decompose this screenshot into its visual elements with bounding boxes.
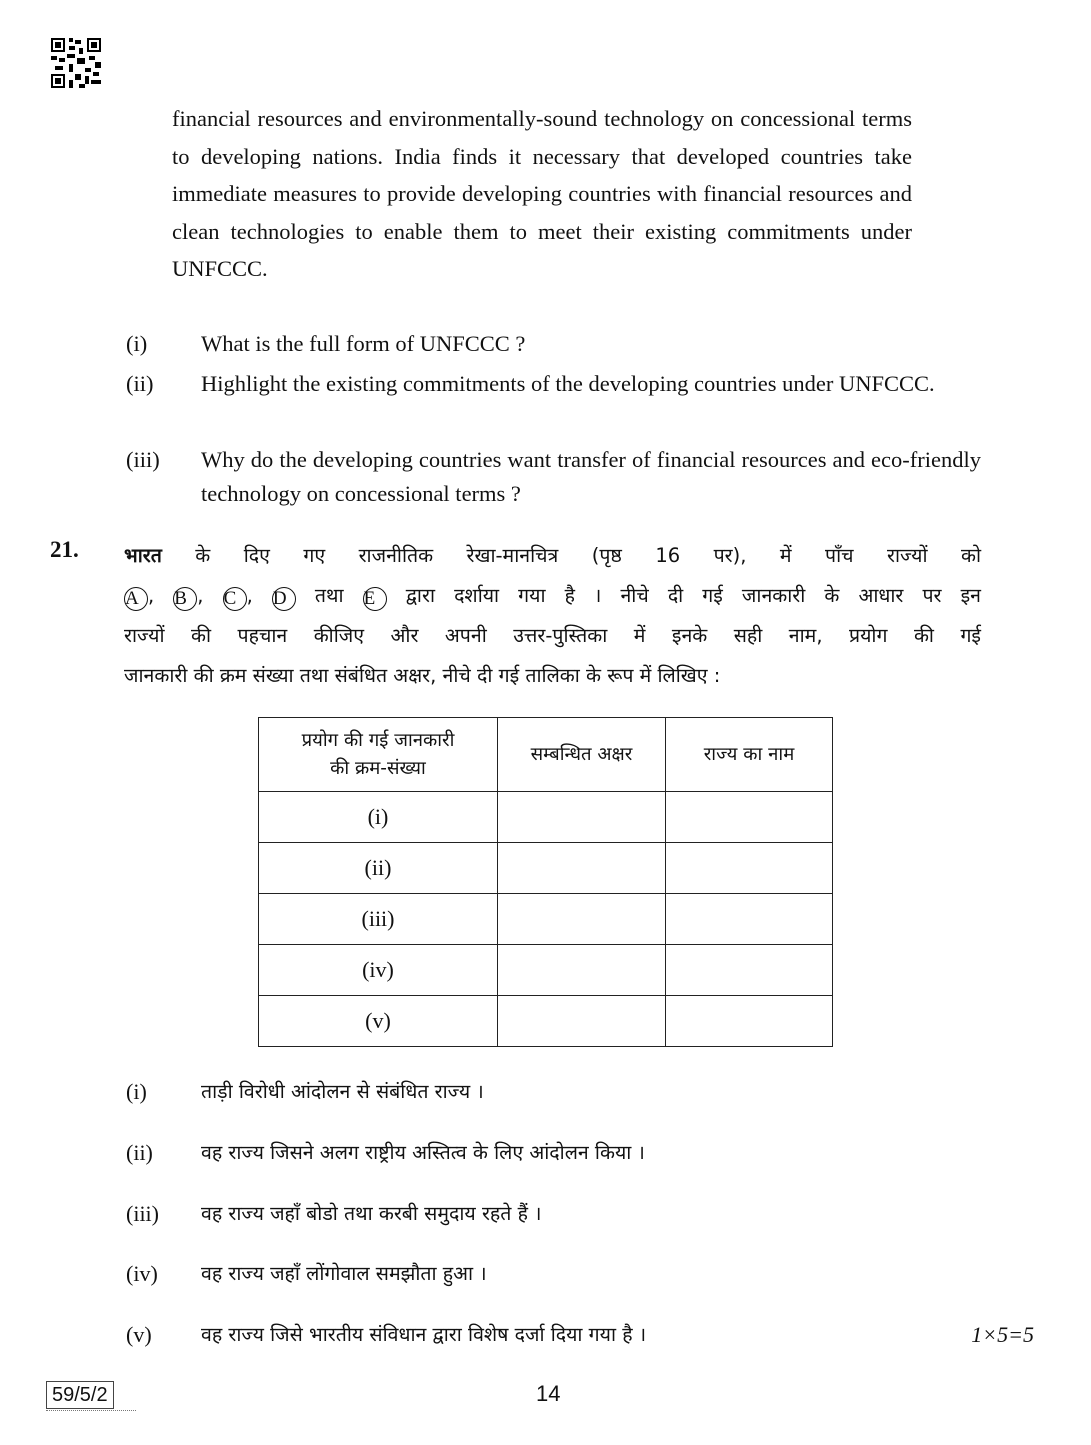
clue-item-4	[126, 1259, 1026, 1286]
question-line-2: A , B , C , D तथा E द्वारा दर्शाया गया है । नीचे दी गई जानकारी के आधार पर इन	[125, 584, 981, 609]
clue-item-3	[126, 1199, 1026, 1226]
table-row	[259, 894, 833, 945]
row-state-cell	[666, 945, 833, 996]
conjunction: तथा	[314, 584, 344, 607]
sub-question-text: Highlight the existing commitments of the developing countries under UNFCCC.	[201, 371, 935, 396]
question-number: 21.	[50, 537, 79, 562]
table-row	[259, 996, 833, 1047]
header-letter: सम्बन्धित अक्षर	[498, 718, 666, 792]
table-row	[259, 945, 833, 996]
clue-text: वह राज्य जहाँ बोडो तथा करबी समुदाय रहते हैं ।	[201, 1202, 542, 1225]
sub-question-3	[126, 443, 981, 511]
row-serial: (ii)	[259, 843, 498, 894]
clue-number: (iii)	[126, 1201, 159, 1226]
clue-text: वह राज्य जिसे भारतीय संविधान द्वारा विशेष दर्जा दिया गया है ।	[201, 1323, 647, 1346]
table-row	[259, 843, 833, 894]
passage-paragraph: financial resources and environmentally-sound technology on concessional terms to developing nations. India finds it necessary that developed countries take immediate measures to provide developing countries with financial resources and clean technologies to enable them to meet their existing commitments under UNFCCC.	[172, 106, 912, 281]
answer-table	[258, 717, 833, 1047]
row-letter-cell	[498, 945, 666, 996]
question-line-2-text: द्वारा दर्शाया गया है । नीचे दी गई जानकारी के आधार पर इन	[405, 584, 981, 607]
header-state-name: राज्य का नाम	[666, 718, 833, 792]
question-line-4: जानकारी की क्रम संख्या तथा संबंधित अक्षर, नीचे दी गई तालिका के रूप में लिखिए :	[124, 664, 721, 687]
sub-question-number: (iii)	[126, 447, 160, 472]
row-serial: (iv)	[259, 945, 498, 996]
row-serial: (iii)	[259, 894, 498, 945]
circled-letter-b: B	[173, 587, 197, 611]
bold-keyword: भारत	[124, 544, 162, 567]
row-serial: (i)	[259, 792, 498, 843]
question-line-3: राज्यों की पहचान कीजिए और अपनी उत्तर-पुस्तिका में इनके सही नाम, प्रयोग की गई	[124, 624, 981, 647]
clue-number: (ii)	[126, 1140, 153, 1165]
sub-question-2	[126, 367, 981, 401]
sub-question-text: What is the full form of UNFCCC ?	[201, 331, 526, 356]
clue-number: (i)	[126, 1079, 147, 1104]
row-state-cell	[666, 843, 833, 894]
paper-code-underline	[46, 1410, 136, 1414]
sub-question-number: (ii)	[126, 371, 154, 396]
question-line-1-text: के दिए गए राजनीतिक रेखा-मानचित्र (पृष्ठ 16 पर), में पाँच राज्यों को	[161, 544, 981, 567]
row-letter-cell	[498, 843, 666, 894]
row-letter-cell	[498, 792, 666, 843]
circled-letter-e: E	[363, 587, 387, 611]
row-serial: (v)	[259, 996, 498, 1047]
clue-number: (v)	[126, 1322, 152, 1347]
table-header-row	[259, 718, 833, 792]
clue-item-5	[126, 1320, 1026, 1347]
clue-text: ताड़ी विरोधी आंदोलन से संबंधित राज्य ।	[201, 1080, 484, 1103]
header-serial-line-2: की क्रम-संख्या	[330, 757, 426, 779]
question-text	[124, 536, 981, 696]
sub-question-1	[126, 327, 981, 361]
clue-item-1	[126, 1077, 1026, 1104]
circled-letter-d: D	[272, 587, 296, 611]
circled-letter-c: C	[223, 587, 247, 611]
clue-number: (iv)	[126, 1261, 158, 1286]
table-row	[259, 792, 833, 843]
paper-code: 59/5/2	[46, 1381, 114, 1409]
clue-text: वह राज्य जिसने अलग राष्ट्रीय अस्तित्व के लिए आंदोलन किया ।	[201, 1141, 645, 1164]
sub-question-number: (i)	[126, 331, 148, 356]
clue-item-2	[126, 1138, 1026, 1165]
row-state-cell	[666, 792, 833, 843]
clue-text: वह राज्य जहाँ लोंगोवाल समझौता हुआ ।	[201, 1262, 487, 1285]
question-line-1	[124, 536, 981, 576]
circled-letter-a: A	[124, 587, 148, 611]
row-state-cell	[666, 894, 833, 945]
header-serial-line-1: प्रयोग की गई जानकारी	[301, 729, 455, 751]
sub-question-text: Why do the developing countries want transfer of financial resources and eco-friendly technology on concessional terms ?	[201, 447, 981, 506]
row-letter-cell	[498, 894, 666, 945]
qr-code-icon	[51, 38, 101, 88]
row-state-cell	[666, 996, 833, 1047]
header-serial	[259, 718, 498, 792]
row-letter-cell	[498, 996, 666, 1047]
page-number: 14	[536, 1381, 561, 1406]
marks-allocation: 1×5=5	[971, 1322, 1034, 1347]
